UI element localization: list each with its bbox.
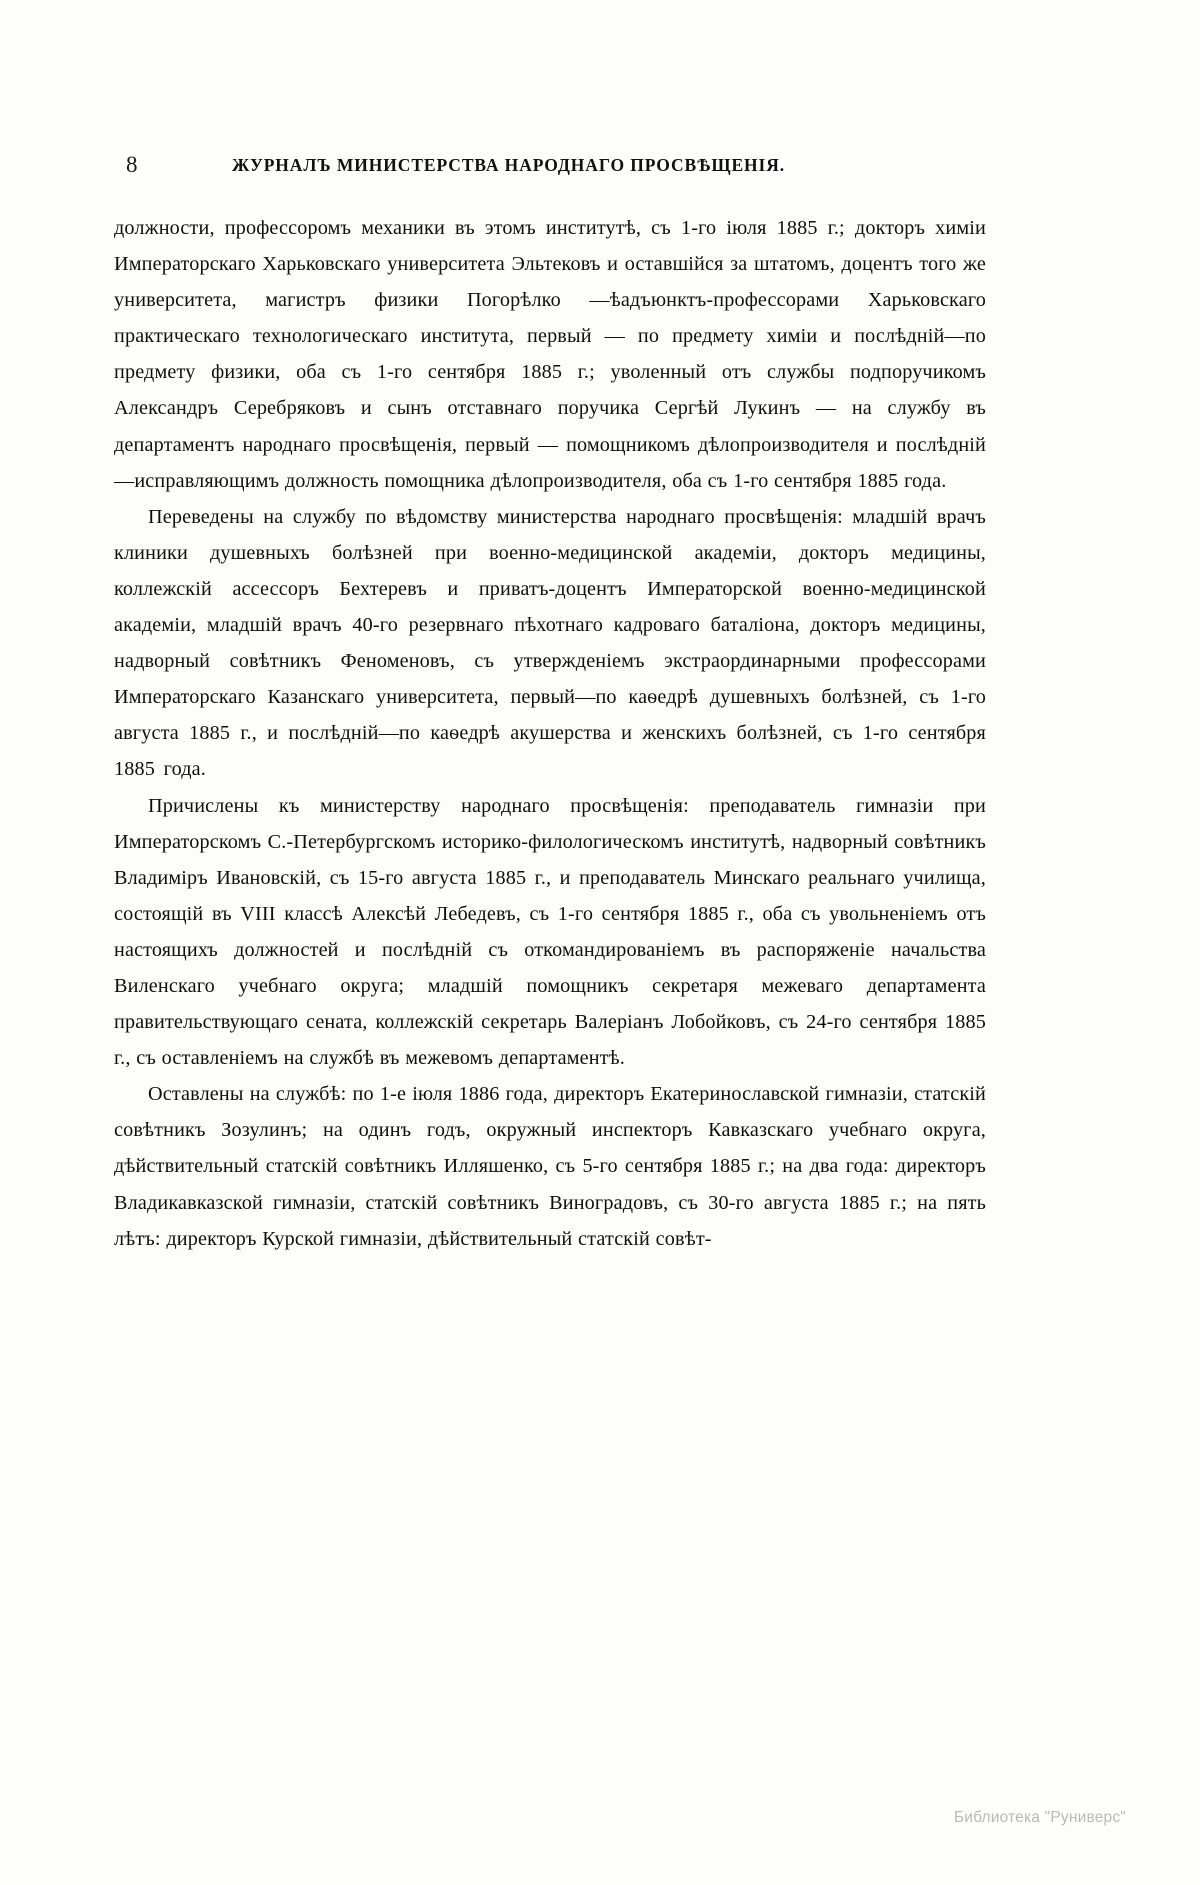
paragraph-text: Переведены на службу по вѣдомству министерства народнаго просвѣщенія: младшій врачъ клиники душевныхъ болѣзней при военно-медицинской академіи, докторъ медицины, коллежскій ассессоръ Бехтеревъ и приватъ-доцентъ Императорской военно-медицинской академіи, младшій врачъ 40-го резервнаго пѣхотнаго кадроваго баталіона, докторъ медицины, надворный совѣтникъ Феноменовъ, съ утвержденіемъ экстраординарными профессорами Императорскаго Казанскаго университета, первый—по каѳедрѣ душевныхъ болѣзней, съ 1-го августа 1885 г., и послѣдній—по каѳедрѣ акушерства и женскихъ болѣзней, съ 1-го сентября 1885 года.	[114, 505, 986, 781]
paragraph-attached	[114, 788, 986, 1077]
paragraph-text: Оставлены на службѣ: по 1-е іюля 1886 года, директоръ Екатеринославской гимназіи, статскій совѣтникъ Зозулинъ; на одинъ годъ, окружный инспекторъ Кавказскаго учебнаго округа, дѣйствительный статскій совѣтникъ Илляшенко, съ 5-го сентября 1885 г.; на два года: директоръ Владикавказской гимназіи, статскій совѣтникъ Виноградовъ, съ 30-го августа 1885 г.; на пять лѣтъ: директоръ Курской гимназіи, дѣйствительный статскій совѣт-	[114, 1083, 986, 1250]
paragraph-text: должности, профессоромъ механики въ этомъ институтѣ, съ 1-го іюля 1885 г.; докторъ химіи Императорскаго Харьковскаго университета Эльтековъ и оставшійся за штатомъ, доцентъ того же университета, магистръ физики Погорѣлко —ѣадъюнктъ-профессорами Харьковскаго практическаго технологическаго института, первый — по предмету химіи и послѣдній—по предмету физики, оба съ 1-го сентября 1885 г.; уволенный отъ службы подпоручикомъ Александръ Серебряковъ и сынъ отставнаго поручика Сергѣй Лукинъ — на службу въ департаментъ народнаго просвѣщенія, первый — помощникомъ дѣлопроизводителя и послѣдній—исправляющимъ должность помощника дѣлопроизводителя, оба съ 1-го сентября 1885 года.	[114, 217, 986, 492]
paragraph-transferred	[114, 499, 986, 788]
paragraph-text: Причислены къ министерству народнаго просвѣщенія: преподаватель гимназіи при Императорскомъ С.-Петербургскомъ историко-филологическомъ институтѣ, надворный совѣтникъ Владиміръ Ивановскій, съ 15-го августа 1885 г., и преподаватель Минскаго реальнаго училища, состоящій въ VIII классѣ Алексѣй Лебедевъ, съ 1-го сентября 1885 г., оба съ увольненіемъ отъ настоящихъ должностей и послѣдній съ откомандированіемъ въ распоряженіе начальства Виленскаго учебнаго округа; младшій помощникъ секретаря межеваго департамента правительствующаго сената, коллежскій секретарь Валеріанъ Лобойковъ, съ 24-го сентября 1885 г., съ оставленіемъ на службѣ въ межевомъ департаментѣ.	[114, 794, 986, 1070]
paragraph-continuation	[114, 210, 986, 499]
body-text	[114, 210, 986, 1257]
page-number: 8	[126, 152, 138, 177]
paragraph-retained	[114, 1076, 986, 1256]
scanned-page-area	[96, 132, 1106, 1652]
page-header	[114, 152, 1074, 178]
running-title: ЖУРНАЛЪ МИНИСТЕРСТВА НАРОДНАГО ПРОСВѢЩЕНІЯ.	[232, 155, 786, 175]
library-watermark: Библиотека "Руниверс"	[953, 1809, 1126, 1826]
